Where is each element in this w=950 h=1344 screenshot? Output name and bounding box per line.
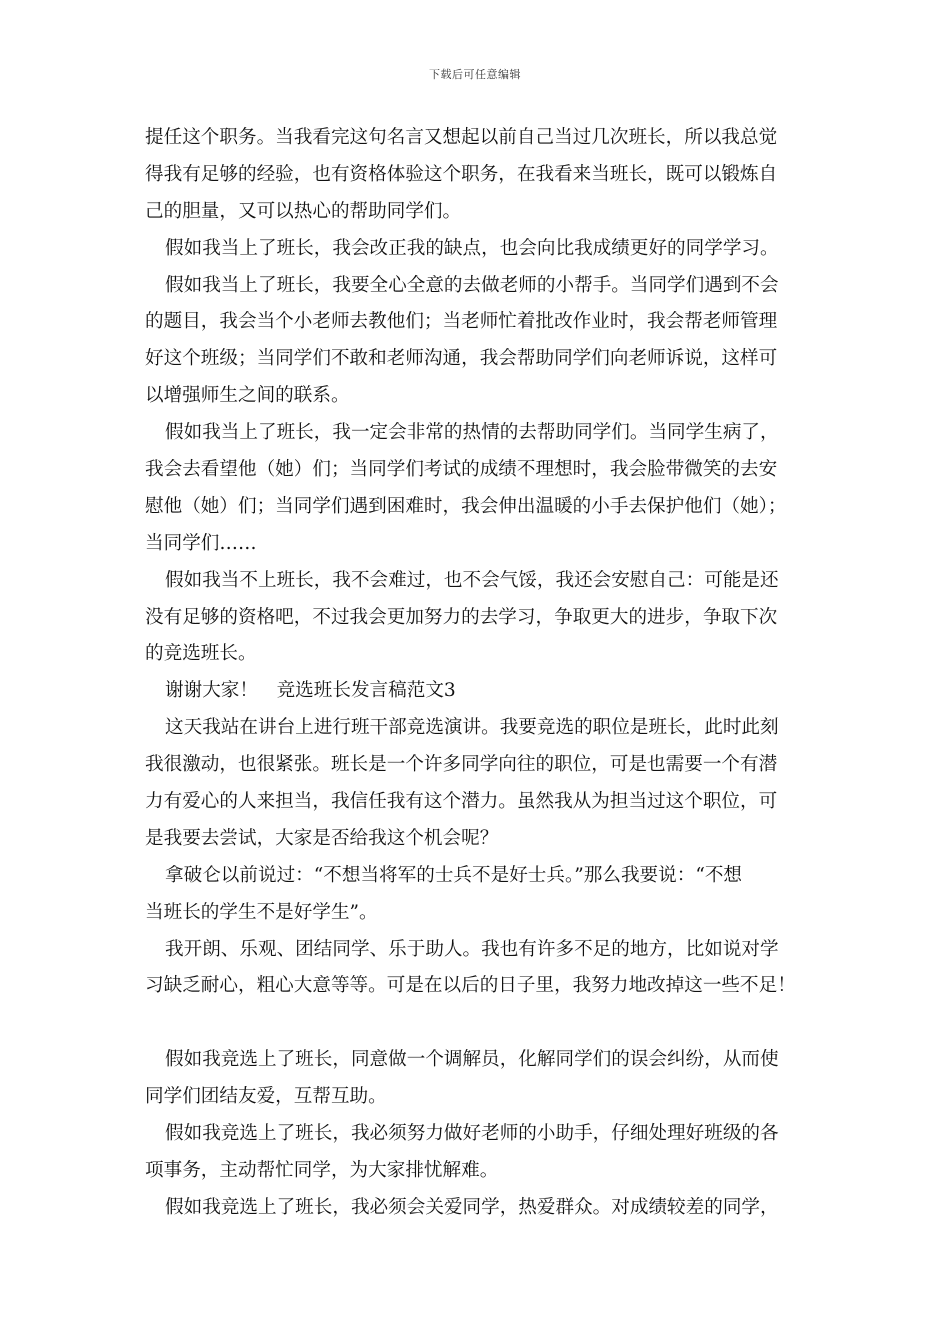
text-line: 己的胆量，又可以热心的帮助同学们。: [145, 200, 462, 222]
text-line: 假如我竞选上了班长，我必须会关爱同学，热爱群众。对成绩较差的同学，: [165, 1196, 779, 1218]
text-line: 是我要去尝试，大家是否给我这个机会呢？: [145, 827, 499, 849]
text-line: 的竞选班长。: [145, 643, 257, 665]
text-line: 项事务，主动帮忙同学，为大家排忧解难。: [145, 1159, 499, 1181]
text-line: 我开朗、乐观、团结同学、乐于助人。我也有许多不足的地方，比如说对学: [165, 938, 779, 960]
text-line: 这天我站在讲台上进行班干部竞选演讲。我要竞选的职位是班长，此时此刻: [165, 717, 779, 739]
text-line: 假如我当上了班长，我会改正我的缺点，也会向比我成绩更好的同学学习。: [165, 237, 779, 259]
section-heading-line: 谢谢大家！ 竞选班长发言稿范文3: [165, 680, 456, 702]
text-line: 习缺乏耐心，粗心大意等等。可是在以后的日子里，我努力地改掉这一些不足！: [145, 975, 796, 997]
text-line: 力有爱心的人来担当，我信任我有这个潜力。虽然我从为担当过这个职位，可: [145, 791, 778, 813]
text-line: 当班长的学生不是好学生”。: [145, 901, 378, 923]
text-line: 没有足够的资格吧，不过我会更加努力的去学习，争取更大的进步，争取下次: [145, 606, 778, 628]
text-line: 好这个班级；当同学们不敢和老师沟通，我会帮助同学们向老师诉说，这样可: [145, 348, 778, 370]
text-line: 提任这个职务。当我看完这句名言又想起以前自己当过几次班长，所以我总觉: [145, 127, 778, 148]
text-line: 我很激动，也很紧张。班长是一个许多同学向往的职位，可是也需要一个有潜: [145, 754, 778, 776]
text-line: 假如我当上了班长，我一定会非常的热情的去帮助同学们。当同学生病了，: [165, 422, 779, 444]
text-line: 慰他（她）们；当同学们遇到困难时，我会伸出温暖的小手去保护他们（她）；: [145, 495, 787, 517]
text-line: 假如我竞选上了班长，我必须努力做好老师的小助手，仔细处理好班级的各: [165, 1123, 779, 1145]
text-line: 得我有足够的经验，也有资格体验这个职务，在我看来当班长，既可以锻炼自: [145, 163, 778, 185]
text-line: 当同学们……: [145, 532, 257, 554]
text-line: 拿破仑以前说过：“不想当将军的士兵不是好士兵。”那么我要说：“不想: [165, 864, 743, 886]
text-line: 同学们团结友爱，互帮互助。: [145, 1086, 387, 1108]
text-line: 假如我竞选上了班长，同意做一个调解员，化解同学们的误会纠纷，从而使: [165, 1049, 779, 1071]
text-line: 假如我当上了班长，我要全心全意的去做老师的小帮手。当同学们遇到不会: [165, 274, 779, 296]
text-line: 以增强师生之间的联系。: [145, 385, 350, 407]
text-line: 假如我当不上班长，我不会难过，也不会气馁，我还会安慰自己：可能是还: [165, 569, 779, 591]
page-header: 下载后可任意编辑: [429, 68, 521, 81]
text-line: 的题目，我会当个小老师去教他们；当老师忙着批改作业时，我会帮老师管理: [145, 311, 778, 333]
blank-line: [145, 1005, 809, 1042]
document-body: [145, 120, 809, 1227]
text-line: 我会去看望他（她）们；当同学们考试的成绩不理想时，我会脸带微笑的去安: [145, 459, 778, 481]
